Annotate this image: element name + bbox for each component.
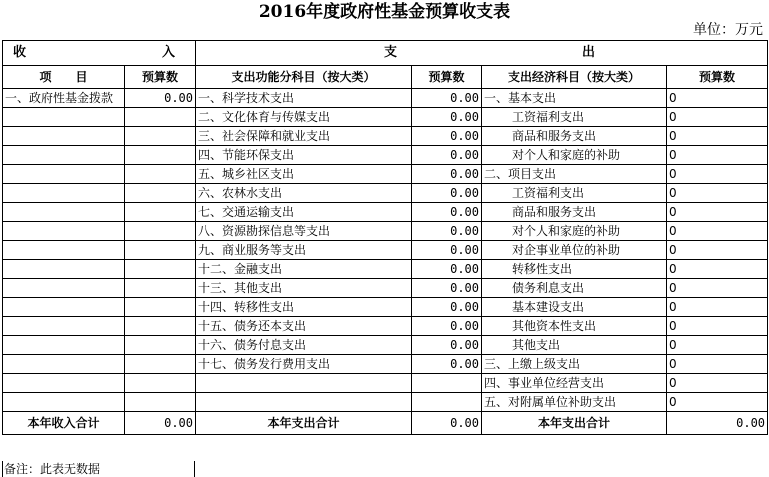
func-budget-cell [412,374,482,393]
func-item-cell: 十六、债务付息支出 [196,336,412,355]
table-row [3,165,768,184]
income-item-cell [3,203,125,222]
econ-item-cell: 其他支出 [482,336,667,355]
econ-budget-cell: 0 [667,317,768,336]
income-item-cell [3,108,125,127]
income-budget-cell [125,184,196,203]
income-budget-cell [125,298,196,317]
table-row [3,222,768,241]
econ-budget-cell: 0 [667,89,768,108]
econ-budget-cell: 0 [667,146,768,165]
income-header-cell [3,41,196,66]
func-budget-cell: 0.00 [412,108,482,127]
econ-budget-cell: 0 [667,279,768,298]
col-header-budget2: 预算数 [412,66,482,89]
table-row [3,89,768,108]
table-note: 备注：此表无数据 [4,462,101,476]
func-item-cell: 十四、转移性支出 [196,298,412,317]
income-item-cell [3,317,125,336]
income-budget-cell: 0.00 [125,89,196,108]
econ-item-cell: 其他资本性支出 [482,317,667,336]
func-item-cell: 十三、其他支出 [196,279,412,298]
econ-budget-cell: 0 [667,260,768,279]
econ-budget-cell: 0 [667,127,768,146]
func-item-cell: 一、科学技术支出 [196,89,412,108]
econ-budget-cell: 0 [667,165,768,184]
func-budget-cell: 0.00 [412,127,482,146]
income-budget-cell [125,317,196,336]
econ-item-cell: 债务利息支出 [482,279,667,298]
econ-item-cell: 对企事业单位的补助 [482,241,667,260]
econ-item-cell: 工资福利支出 [482,184,667,203]
income-item-cell: 一、政府性基金拨款 [3,89,125,108]
func-item-cell: 十七、债务发行费用支出 [196,355,412,374]
table-row [3,127,768,146]
func-budget-cell: 0.00 [412,165,482,184]
func-budget-cell: 0.00 [412,260,482,279]
econ-budget-cell: 0 [667,203,768,222]
econ-budget-cell: 0 [667,241,768,260]
income-budget-cell [125,108,196,127]
func-item-cell: 六、农林水支出 [196,184,412,203]
econ-total-value: 0.00 [667,412,768,435]
totals-row [3,412,768,435]
econ-budget-cell: 0 [667,184,768,203]
econ-budget-cell: 0 [667,355,768,374]
econ-item-cell: 二、项目支出 [482,165,667,184]
func-item-cell: 二、文化体育与传媒支出 [196,108,412,127]
func-budget-cell [412,393,482,412]
income-item-cell [3,260,125,279]
income-item-cell [3,165,125,184]
func-item-cell: 十五、债务还本支出 [196,317,412,336]
func-budget-cell: 0.00 [412,336,482,355]
income-item-cell [3,146,125,165]
income-header-left: 收 [13,45,27,60]
col-header-func: 支出功能分科目（按大类） [196,66,412,89]
econ-item-cell: 五、对附属单位补助支出 [482,393,667,412]
func-item-cell [196,374,412,393]
income-item-cell [3,222,125,241]
func-budget-cell: 0.00 [412,317,482,336]
func-item-cell: 四、节能环保支出 [196,146,412,165]
func-item-cell: 九、商业服务等支出 [196,241,412,260]
econ-budget-cell: 0 [667,298,768,317]
income-budget-cell [125,127,196,146]
unit-label: 单位：万元 [693,22,763,38]
income-item-cell [3,374,125,393]
budget-table [2,40,768,435]
income-item-cell [3,355,125,374]
table-row [3,355,768,374]
func-item-cell: 十二、金融支出 [196,260,412,279]
income-total-label: 本年收入合计 [3,412,125,435]
func-item-cell: 五、城乡社区支出 [196,165,412,184]
table-row [3,203,768,222]
income-budget-cell [125,336,196,355]
econ-item-cell: 商品和服务支出 [482,203,667,222]
func-budget-cell: 0.00 [412,298,482,317]
econ-item-cell: 基本建设支出 [482,298,667,317]
table-row [3,108,768,127]
expense-header-right: 出 [582,45,596,60]
table-row [3,241,768,260]
income-header-right: 入 [161,45,175,60]
table-row [3,336,768,355]
table-row [3,374,768,393]
income-budget-cell [125,393,196,412]
econ-budget-cell: 0 [667,336,768,355]
income-total-value: 0.00 [125,412,196,435]
table-row [3,279,768,298]
col-header-econ: 支出经济科目（按大类） [482,66,667,89]
note-divider [194,461,195,477]
econ-budget-cell: 0 [667,222,768,241]
func-item-cell [196,393,412,412]
income-budget-cell [125,146,196,165]
table-row [3,184,768,203]
table-title: 2016年度政府性基金预算收支表 [258,2,511,22]
income-budget-cell [125,165,196,184]
header-row-main [3,41,768,66]
econ-item-cell: 三、上缴上级支出 [482,355,667,374]
income-budget-cell [125,222,196,241]
table-row [3,393,768,412]
table-row [3,260,768,279]
income-budget-cell [125,241,196,260]
func-budget-cell: 0.00 [412,89,482,108]
econ-budget-cell: 0 [667,108,768,127]
func-item-cell: 七、交通运输支出 [196,203,412,222]
econ-total-label: 本年支出合计 [482,412,667,435]
econ-item-cell: 转移性支出 [482,260,667,279]
income-budget-cell [125,203,196,222]
econ-item-cell: 四、事业单位经营支出 [482,374,667,393]
table-row [3,298,768,317]
income-item-cell [3,393,125,412]
func-item-cell: 三、社会保障和就业支出 [196,127,412,146]
func-budget-cell: 0.00 [412,241,482,260]
func-budget-cell: 0.00 [412,146,482,165]
econ-item-cell: 工资福利支出 [482,108,667,127]
col-header-budget3: 预算数 [667,66,768,89]
expense-header-left: 支 [384,45,398,60]
econ-budget-cell: 0 [667,393,768,412]
func-budget-cell: 0.00 [412,203,482,222]
table-row [3,317,768,336]
econ-item-cell: 对个人和家庭的补助 [482,146,667,165]
income-item-cell [3,279,125,298]
income-budget-cell [125,279,196,298]
col-header-budget: 预算数 [125,66,196,89]
func-budget-cell: 0.00 [412,279,482,298]
func-budget-cell: 0.00 [412,184,482,203]
income-item-cell [3,127,125,146]
income-item-cell [3,298,125,317]
func-total-value: 0.00 [412,412,482,435]
income-budget-cell [125,374,196,393]
income-item-cell [3,241,125,260]
table-row [3,146,768,165]
func-total-label: 本年支出合计 [196,412,412,435]
income-budget-cell [125,355,196,374]
note-left-border [2,461,3,477]
econ-item-cell: 对个人和家庭的补助 [482,222,667,241]
col-header-item: 项 目 [3,66,125,89]
func-budget-cell: 0.00 [412,222,482,241]
income-item-cell [3,184,125,203]
header-row-columns [3,66,768,89]
func-budget-cell: 0.00 [412,355,482,374]
econ-item-cell: 商品和服务支出 [482,127,667,146]
expense-header-cell [196,41,768,66]
econ-item-cell: 一、基本支出 [482,89,667,108]
econ-budget-cell: 0 [667,374,768,393]
income-budget-cell [125,260,196,279]
income-item-cell [3,336,125,355]
func-item-cell: 八、资源勘探信息等支出 [196,222,412,241]
